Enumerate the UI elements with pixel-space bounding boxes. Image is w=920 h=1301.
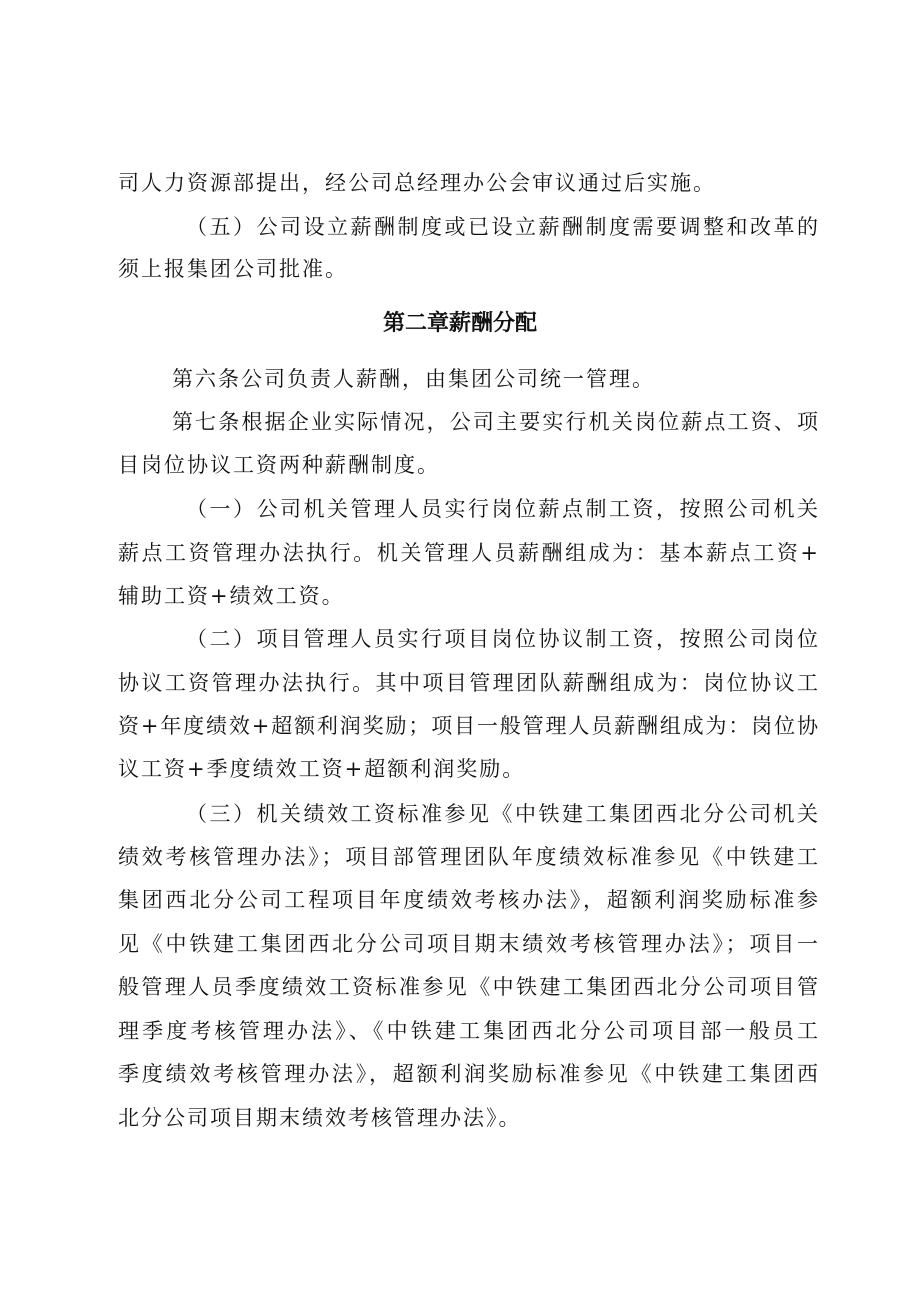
text-line: 司人力资源部提出，经公司总经理办公会审议通过后实施。 [118,171,716,195]
text-line: 绩效考核管理办法》；项目部管理团队年度绩效标准参见《中铁建工 [118,845,818,869]
text-line: 辅助工资+绩效工资。 [118,584,345,608]
text-line: 目岗位协议工资两种薪酬制度。 [118,453,440,477]
text-line: 须上报集团公司批准。 [118,257,348,281]
text-line: 理季度考核管理办法》、《中铁建工集团西北分公司项目部一般员工 [118,1019,818,1043]
text-line: 薪点工资管理办法执行。机关管理人员薪酬组成为：基本薪点工资+ [118,541,818,565]
text-line: （五）公司设立薪酬制度或已设立薪酬制度需要调整和改革的 [186,215,818,239]
text-line: 般管理人员季度绩效工资标准参见《中铁建工集团西北分公司项目管 [118,975,818,999]
text-line: 季度绩效考核管理办法》，超额利润奖励标准参见《中铁建工集团西 [118,1062,818,1086]
chapter-heading: 第二章薪酬分配 [382,311,537,336]
text-line: （三）机关绩效工资标准参见《中铁建工集团西北分公司机关 [186,802,818,826]
text-line: （一）公司机关管理人员实行岗位薪点制工资，按照公司机关 [186,497,818,521]
text-line: 议工资+季度绩效工资+超额利润奖励。 [118,757,526,781]
text-line: 北分公司项目期末绩效考核管理办法》。 [118,1106,522,1130]
text-line: 协议工资管理办法执行。其中项目管理团队薪酬组成为：岗位协议工 [118,671,818,695]
text-line: 资+年度绩效+超额利润奖励；项目一般管理人员薪酬组成为：岗位协 [118,714,818,738]
text-line: 第六条公司负责人薪酬，由集团公司统一管理。 [172,367,655,391]
text-line: （二）项目管理人员实行项目岗位协议制工资，按照公司岗位 [186,627,818,651]
text-line: 第七条根据企业实际情况，公司主要实行机关岗位薪点工资、项 [172,410,818,434]
text-line: 见《中铁建工集团西北分公司项目期末绩效考核管理办法》；项目一 [118,932,818,956]
text-line: 集团西北分公司工程项目年度绩效考核办法》，超额利润奖励标准参 [118,888,818,912]
